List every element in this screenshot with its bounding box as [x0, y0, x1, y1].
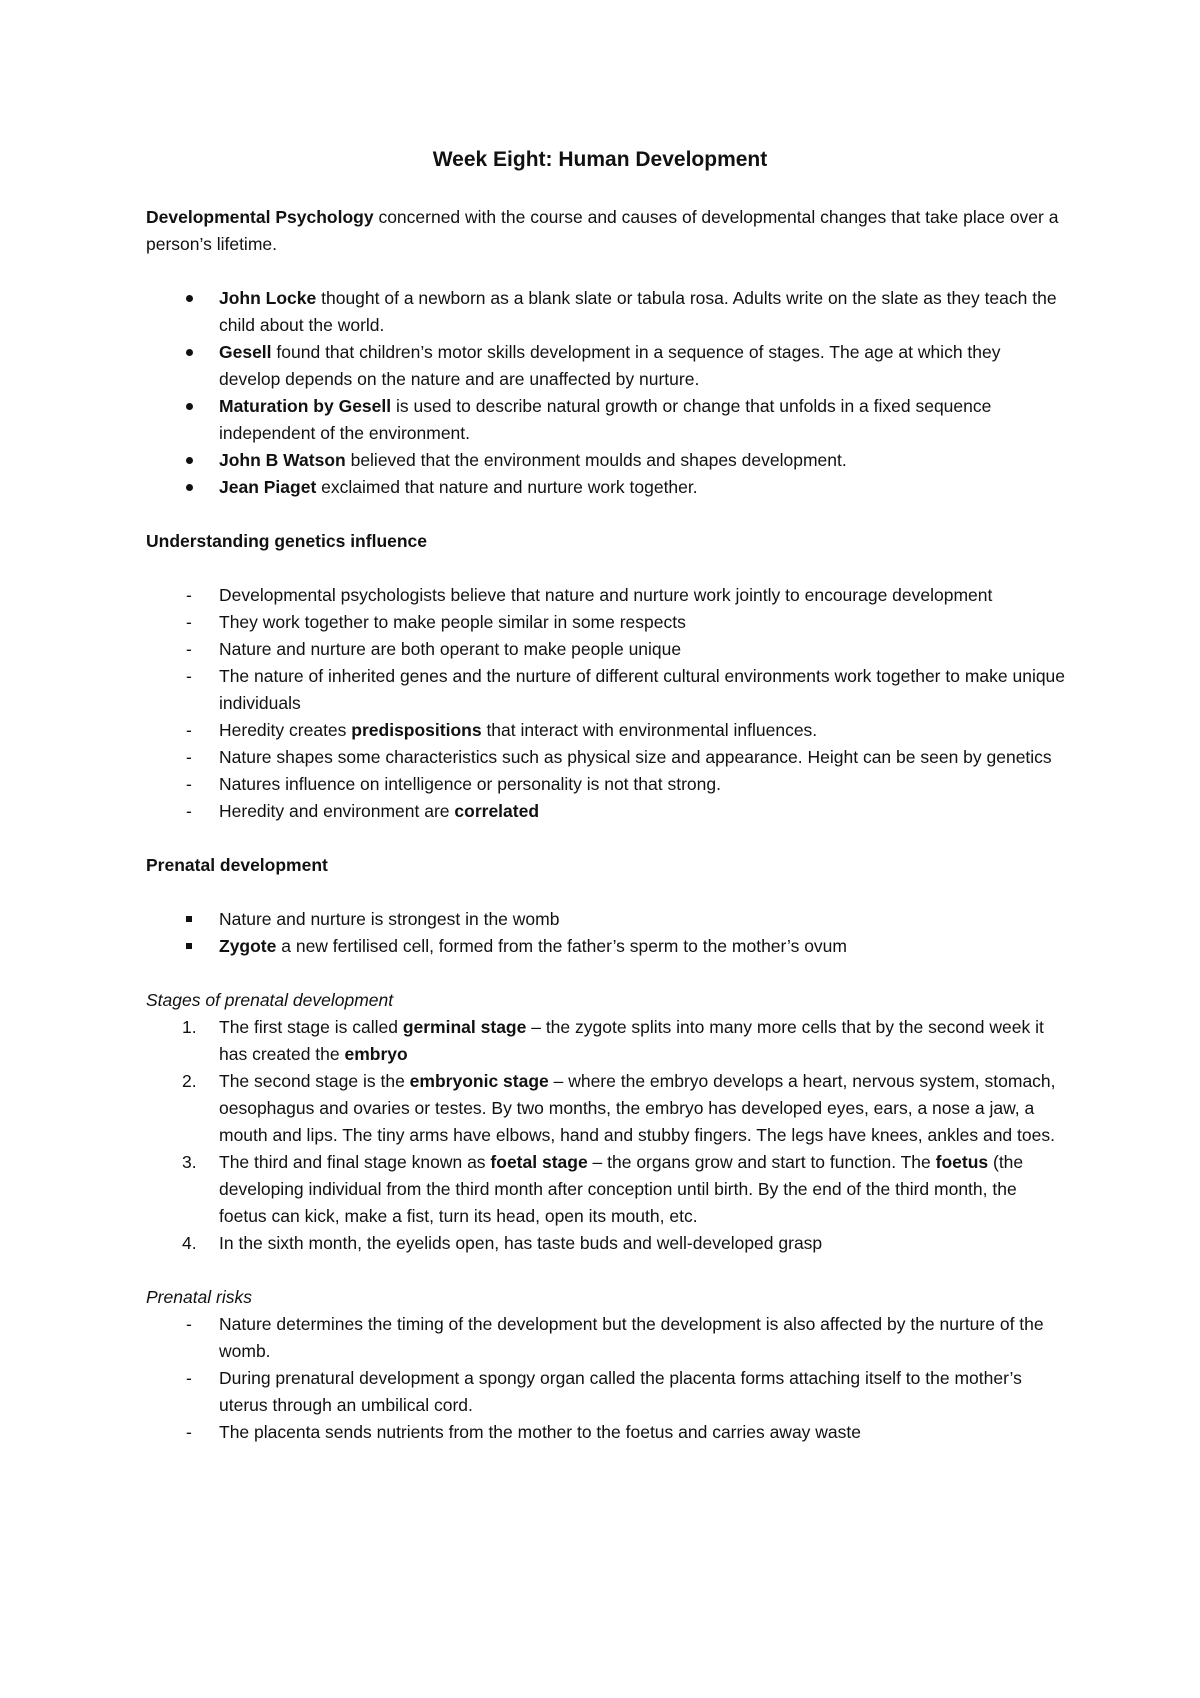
list-item — [146, 744, 1066, 771]
item-text: The second stage is the — [219, 1071, 410, 1091]
theorist-name: John B Watson — [219, 450, 346, 470]
dash-marker: - — [186, 1314, 192, 1334]
list-item — [146, 339, 1066, 393]
item-text: (the developing individual from the third month after conception until birth. By the end of the third month, the foetus can kick, make a fist, turn its head, open its mouth, etc. — [219, 1152, 1024, 1226]
dash-marker: - — [186, 612, 192, 632]
item-text: – the organs grow and start to function. The — [587, 1152, 936, 1172]
dash-marker: - — [186, 639, 192, 659]
list-item — [146, 663, 1066, 717]
dash-marker: - — [186, 774, 192, 794]
list-item — [146, 717, 1066, 744]
item-text: The nature of inherited genes and the nurture of different cultural environments work together to make unique individuals — [219, 666, 1066, 713]
item-bold: Zygote — [219, 936, 277, 956]
theorists-list — [146, 285, 1066, 501]
list-item — [146, 798, 1066, 825]
list-number: 3. — [182, 1152, 197, 1172]
list-item — [146, 474, 1066, 501]
theorist-name: Gesell — [219, 342, 272, 362]
theorist-name: John Locke — [219, 288, 317, 308]
list-item — [146, 1014, 1066, 1068]
list-number: 1. — [182, 1017, 197, 1037]
item-bold: foetal stage — [490, 1152, 588, 1172]
item-text: Nature determines the timing of the development but the development is also affected by the nurture of the womb. — [219, 1314, 1044, 1361]
item-text: a new fertilised cell, formed from the father’s sperm to the mother’s ovum — [276, 936, 847, 956]
dash-marker: - — [186, 720, 192, 740]
intro-term: Developmental Psychology — [146, 207, 374, 227]
dash-marker: - — [186, 801, 192, 821]
theorist-text: found that children’s motor skills development in a sequence of stages. The age at which they develop depends on the nature and are unaffected by nurture. — [219, 342, 1001, 389]
dash-marker: - — [186, 1368, 192, 1388]
item-text: The third and final stage known as — [219, 1152, 491, 1172]
item-bold: embryonic stage — [409, 1071, 549, 1091]
list-item — [146, 447, 1066, 474]
list-item — [146, 609, 1066, 636]
item-text: Developmental psychologists believe that nature and nurture work jointly to encourage development — [219, 585, 993, 605]
list-item — [146, 771, 1066, 798]
list-item — [146, 1230, 1066, 1257]
dash-marker: - — [186, 1422, 192, 1442]
list-item — [146, 1068, 1066, 1149]
item-text: Heredity and environment are — [219, 801, 455, 821]
theorist-text: exclaimed that nature and nurture work together. — [316, 477, 698, 497]
list-item — [146, 933, 1066, 960]
item-text: Nature and nurture are both operant to make people unique — [219, 639, 682, 659]
list-item — [146, 393, 1066, 447]
theorist-text: believed that the environment moulds and shapes development. — [345, 450, 847, 470]
list-item — [146, 636, 1066, 663]
list-item — [146, 285, 1066, 339]
list-item — [146, 582, 1066, 609]
prenatal-list — [146, 906, 1066, 960]
item-bold: embryo — [344, 1044, 408, 1064]
item-text: that interact with environmental influences. — [481, 720, 818, 740]
stages-list — [146, 1014, 1066, 1257]
list-number: 4. — [182, 1233, 197, 1253]
genetics-list — [146, 582, 1066, 825]
page-title: Week Eight: Human Development — [432, 148, 768, 171]
list-item — [146, 1419, 1066, 1446]
item-text: The first stage is called — [219, 1017, 403, 1037]
item-bold: germinal stage — [402, 1017, 527, 1037]
list-number: 2. — [182, 1071, 197, 1091]
item-bold: predispositions — [351, 720, 482, 740]
intro-paragraph — [146, 204, 1066, 258]
item-text: Nature shapes some characteristics such as physical size and appearance. Height can be seen by genetics — [219, 747, 1052, 767]
list-item — [146, 1311, 1066, 1365]
intro-text: concerned with the course and causes of developmental changes that take place over a person’s lifetime. — [146, 207, 1059, 254]
item-bold: correlated — [454, 801, 540, 821]
item-text: They work together to make people similar in some respects — [219, 612, 686, 632]
theorist-name: Maturation by Gesell — [219, 396, 392, 416]
item-text: During prenatural development a spongy organ called the placenta forms attaching itself to the mother’s uterus through an umbilical cord. — [219, 1368, 1022, 1415]
theorist-text: is used to describe natural growth or change that unfolds in a fixed sequence independent of the environment. — [219, 396, 992, 443]
item-text: Heredity creates — [219, 720, 352, 740]
item-text: Nature and nurture is strongest in the womb — [219, 909, 560, 929]
list-item — [146, 906, 1066, 933]
item-text: – where the embryo develops a heart, nervous system, stomach, oesophagus and ovaries or testes. By two months, the embryo has developed eyes, ears, a nose a jaw, a mouth and lips. The tiny arms have elbows, hand and stubby fingers. The legs have knees, ankles and toes. — [219, 1071, 1056, 1145]
item-text: Natures influence on intelligence or personality is not that strong. — [219, 774, 721, 794]
theorist-name: Jean Piaget — [219, 477, 317, 497]
dash-marker: - — [186, 666, 192, 686]
stages-heading: Stages of prenatal development — [146, 990, 394, 1010]
item-text: – the zygote splits into many more cells that by the second week it has created the — [219, 1017, 1044, 1064]
dash-marker: - — [186, 747, 192, 767]
risks-heading: Prenatal risks — [146, 1287, 253, 1307]
item-text: The placenta sends nutrients from the mother to the foetus and carries away waste — [219, 1422, 862, 1442]
risks-list — [146, 1311, 1066, 1446]
item-text: In the sixth month, the eyelids open, has taste buds and well-developed grasp — [219, 1233, 823, 1253]
dash-marker: - — [186, 585, 192, 605]
genetics-heading: Understanding genetics influence — [146, 531, 428, 551]
list-item — [146, 1365, 1066, 1419]
theorist-text: thought of a newborn as a blank slate or tabula rosa. Adults write on the slate as they teach the child about the world. — [219, 288, 1057, 335]
list-item — [146, 1149, 1066, 1230]
item-bold: foetus — [935, 1152, 989, 1172]
document-body — [146, 204, 1066, 1446]
prenatal-heading: Prenatal development — [146, 855, 328, 875]
